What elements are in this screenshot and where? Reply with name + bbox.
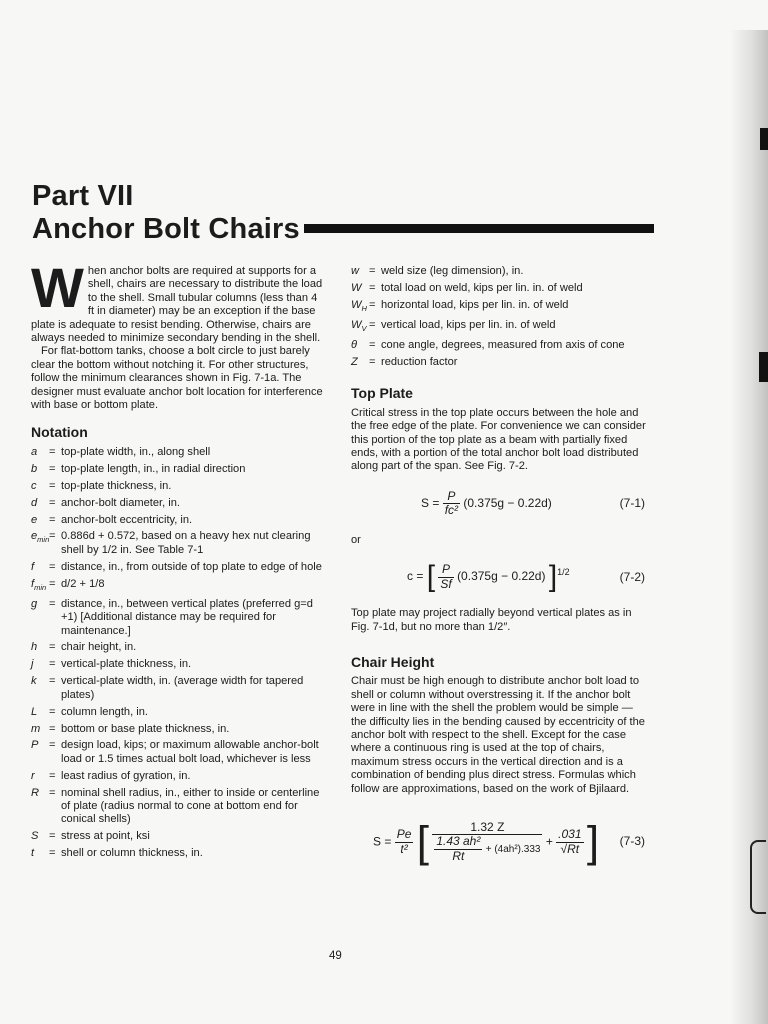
chapter-title-text: Anchor Bolt Chairs (32, 213, 300, 245)
notation-symbol: $f_{min}$ (31, 577, 47, 592)
notation-item (31, 446, 323, 459)
eq2-number: (7-2) (619, 569, 645, 584)
chair-height-text: Chair must be high enough to distribute anchor bolt load to shell or column without overstressing it. If the anchor bolt were in line with the shell the problem would be simple — the difficulty lies in the bending caused by eccentricity of the anchor bolt with respect to the shell. Except for the case where a continuous ring is used at the top of chairs, maximum stress occurs in the vertical direction and is a combination of bending plus direct stress. Formulas which follow are approximations, based on the work of Bjilaard. (351, 675, 645, 795)
drop-cap: W (31, 256, 84, 319)
title-rule (304, 224, 654, 233)
eq2-rest: (0.375g − 0.22d) (457, 569, 546, 584)
notation-symbol: g (31, 597, 38, 610)
notation-symbol: P (31, 739, 39, 752)
notation-definition: 0.886d + 0.572, based on a heavy hex nut clearing shell by 1/2 in. See Table 7-1 (61, 530, 311, 556)
notation-item (351, 299, 651, 316)
notation-symbol: f (31, 560, 35, 573)
notation-item (351, 319, 651, 336)
notation-definition: cone angle, degrees, measured from axis of cone (381, 339, 625, 352)
notation-definition: stress at point, ksi (61, 830, 150, 843)
equation-7-2-body (407, 560, 570, 594)
eq1-rest: (0.375g − 0.22d) (463, 495, 552, 510)
notation-symbol: R (31, 786, 40, 799)
intro-paragraph-1 (31, 256, 323, 345)
notation-item (31, 830, 323, 843)
notation-equals: = (49, 597, 56, 610)
notation-item (31, 578, 323, 595)
notation-equals: = (49, 513, 56, 526)
part-title: Part VII (32, 180, 134, 212)
notation-equals: = (49, 705, 56, 718)
notation-item (31, 514, 323, 527)
notation-symbol: θ (351, 339, 358, 352)
top-plate-after-text: Top plate may project radially beyond vertical plates as in Fig. 7-1d, but no more than 1/2″. (351, 607, 632, 633)
equation-7-2 (351, 559, 651, 595)
notation-definition: total load on weld, kips per lin. in. of weld (381, 281, 583, 294)
notation-symbol: j (31, 658, 34, 671)
notation-definition: top-plate width, in., along shell (61, 445, 211, 458)
notation-definition: top-plate length, in., in radial direction (61, 462, 246, 475)
notation-equals: = (49, 769, 56, 782)
notation-definition: reduction factor (381, 355, 458, 368)
notation-equals: = (49, 641, 56, 654)
notation-equals: = (49, 479, 56, 492)
eq2-close-bracket: ] (548, 560, 558, 594)
notation-equals: = (369, 281, 376, 294)
eq3-b-den: Rt (452, 848, 465, 863)
notation-definition: vertical-plate width, in. (average width for tapered plates) (61, 675, 304, 701)
notation-definition: nominal shell radius, in., either to inside or centerline of plate (radius normal to cone at bottom end for conical shells) (61, 786, 320, 826)
notation-equals: = (49, 577, 56, 590)
notation-definition: design load, kips; or maximum allowable anchor-bolt load or 1.5 times actual bolt load, whichever is less (61, 739, 319, 765)
notation-definition: least radius of gyration, in. (61, 769, 191, 782)
intro-paragraph-2: For flat-bottom tanks, choose a bolt circle to just barely clear the bottom without notching it. For other structures, follow the minimum clearances shown in Fig. 7-1a. The designer must evaluate anchor bolt location for interference with base or bottom plate. (31, 345, 323, 412)
eq3-a-den (432, 835, 542, 863)
notation-symbol: W (351, 281, 362, 294)
eq1-fraction (443, 490, 460, 518)
notation-equals: = (49, 560, 56, 573)
notation-item (31, 706, 323, 719)
intro-p1-text: hen anchor bolts are required at supports for a shell, chairs are necessary to distribute the load to the shell. Small tubular columns (less than 4 ft in diameter) may be an exception if the base plate is adequate to resist bending. Otherwise, chairs are always needed to minimize secondary bending in the shell. (31, 265, 323, 345)
eq3-pe-num: Pe (396, 827, 412, 842)
eq3-a-num: 1.32 Z (432, 821, 542, 835)
eq1-num: P (443, 490, 460, 504)
notation-heading: Notation (31, 424, 88, 441)
eq3-pe-fraction (395, 828, 414, 856)
notation-equals: = (49, 722, 56, 735)
notation-equals: = (369, 318, 376, 331)
notation-equals: = (49, 530, 56, 543)
notation-equals: = (369, 265, 376, 277)
eq3-pe-den: t² (400, 841, 408, 856)
notation-definition: horizontal load, kips per lin. in. of weld (381, 298, 569, 311)
eq2-lhs: c = (407, 569, 424, 584)
notation-symbol: $W_H$ (351, 298, 367, 314)
left-column (31, 256, 323, 864)
eq2-den: Sf (440, 576, 452, 591)
notation-symbol: d (31, 496, 38, 509)
notation-item (31, 530, 323, 557)
notation-equals: = (49, 830, 56, 843)
notation-item (351, 282, 651, 295)
notation-definition: chair height, in. (61, 641, 137, 654)
chair-height-heading: Chair Height (351, 654, 435, 671)
top-plate-text: Critical stress in the top plate occurs between the hole and the free edge of the plate. For convenience we can consider this portion of the top plate as a beam with partially fixed ends, with a portion of the total anchor bolt load distributed along part of the span. See Fig. 7-2. (351, 406, 646, 473)
notation-equals: = (49, 847, 56, 860)
notation-symbol: t (31, 847, 35, 860)
notation-symbol: e (31, 513, 38, 526)
notation-item (31, 480, 323, 493)
notation-equals: = (49, 786, 56, 799)
notation-item (31, 463, 323, 476)
notation-symbol: L (31, 705, 38, 718)
notation-symbol: c (31, 479, 37, 492)
notation-equals: = (369, 339, 376, 352)
equation-7-1 (351, 486, 651, 522)
eq1-number: (7-1) (619, 496, 645, 511)
notation-definition: d/2 + 1/8 (61, 577, 105, 590)
eq3-c-den: √Rt (560, 841, 580, 856)
eq3-close-bracket: ] (586, 817, 600, 867)
equation-7-3-body (373, 817, 600, 867)
notation-item (351, 339, 651, 352)
notation-symbol: a (31, 445, 38, 458)
chapter-title (32, 213, 654, 246)
notation-symbol: h (31, 641, 38, 654)
notation-item (31, 787, 323, 827)
notation-definition: shell or column thickness, in. (61, 847, 203, 860)
notation-item (31, 641, 323, 654)
eq3-b-fraction (434, 835, 482, 863)
edge-mark-mid (759, 352, 768, 382)
notation-definition: top-plate thickness, in. (61, 479, 172, 492)
notation-item (31, 723, 323, 736)
eq2-num: P (438, 563, 453, 577)
notation-item (31, 561, 323, 574)
equation-7-1-body (421, 490, 552, 518)
eq3-c-fraction (556, 828, 583, 856)
notation-definition: column length, in. (61, 705, 148, 718)
notation-symbol: m (31, 722, 41, 735)
notation-symbol: S (31, 830, 39, 843)
notation-equals: = (369, 355, 376, 368)
page-number: 49 (329, 950, 342, 962)
notation-definition: anchor-bolt diameter, in. (61, 496, 181, 509)
eq3-lhs: S = (373, 834, 392, 849)
eq3-c-plus: + (545, 834, 553, 849)
eq3-main-fraction (432, 821, 542, 863)
eq2-exponent: 1/2 (557, 567, 570, 578)
notation-equals: = (49, 739, 56, 752)
eq1-lhs: S = (421, 495, 440, 510)
eq1-den: fc² (444, 503, 459, 518)
notation-definition: distance, in., from outside of top plate to edge of hole (61, 560, 322, 573)
notation-equals: = (49, 445, 56, 458)
notation-symbol: Z (351, 355, 358, 368)
notation-definition: anchor-bolt eccentricity, in. (61, 513, 193, 526)
notation-definition: distance, in., between vertical plates (preferred g=d +1) [Additional distance may be required for maintenance.] (61, 597, 313, 637)
eq3-b-plus: + (4ah²).333 (485, 844, 541, 856)
notation-item (31, 770, 323, 783)
notation-definition: weld size (leg dimension), in. (381, 265, 524, 277)
eq3-number: (7-3) (619, 834, 645, 849)
notation-list-continued (351, 265, 651, 369)
notation-symbol: $W_V$ (351, 318, 367, 334)
eq2-open-bracket: [ (426, 560, 436, 594)
notation-symbol: w (351, 265, 360, 277)
edge-mark-bottom (750, 840, 766, 914)
notation-symbol: b (31, 462, 38, 475)
eq3-open-bracket: [ (416, 817, 429, 867)
notation-item (31, 675, 323, 702)
notation-item (351, 356, 651, 369)
notation-equals: = (49, 658, 56, 671)
or-text: or (351, 533, 361, 546)
notation-list (31, 446, 323, 861)
notation-item (31, 847, 323, 860)
notation-item (31, 739, 323, 766)
notation-definition: vertical-plate thickness, in. (61, 658, 192, 671)
notation-equals: = (369, 298, 376, 311)
notation-symbol: k (31, 675, 37, 688)
notation-definition: vertical load, kips per lin. in. of weld (381, 318, 556, 331)
notation-item (31, 658, 323, 671)
notation-item (31, 598, 323, 638)
right-column (351, 265, 651, 884)
notation-item (351, 265, 651, 278)
notation-equals: = (49, 675, 56, 688)
notation-symbol: $e_{min}$ (31, 530, 50, 545)
notation-equals: = (49, 462, 56, 475)
notation-symbol: r (31, 769, 35, 782)
equation-7-3 (351, 812, 651, 872)
eq3-c-num: .031 (558, 827, 582, 842)
eq2-fraction (438, 563, 453, 591)
notation-definition: bottom or base plate thickness, in. (61, 722, 230, 735)
edge-mark-top (760, 128, 768, 150)
notation-item (31, 497, 323, 510)
top-plate-heading: Top Plate (351, 385, 413, 402)
eq3-b-num: 1.43 ah² (436, 834, 481, 849)
notation-equals: = (49, 496, 56, 509)
